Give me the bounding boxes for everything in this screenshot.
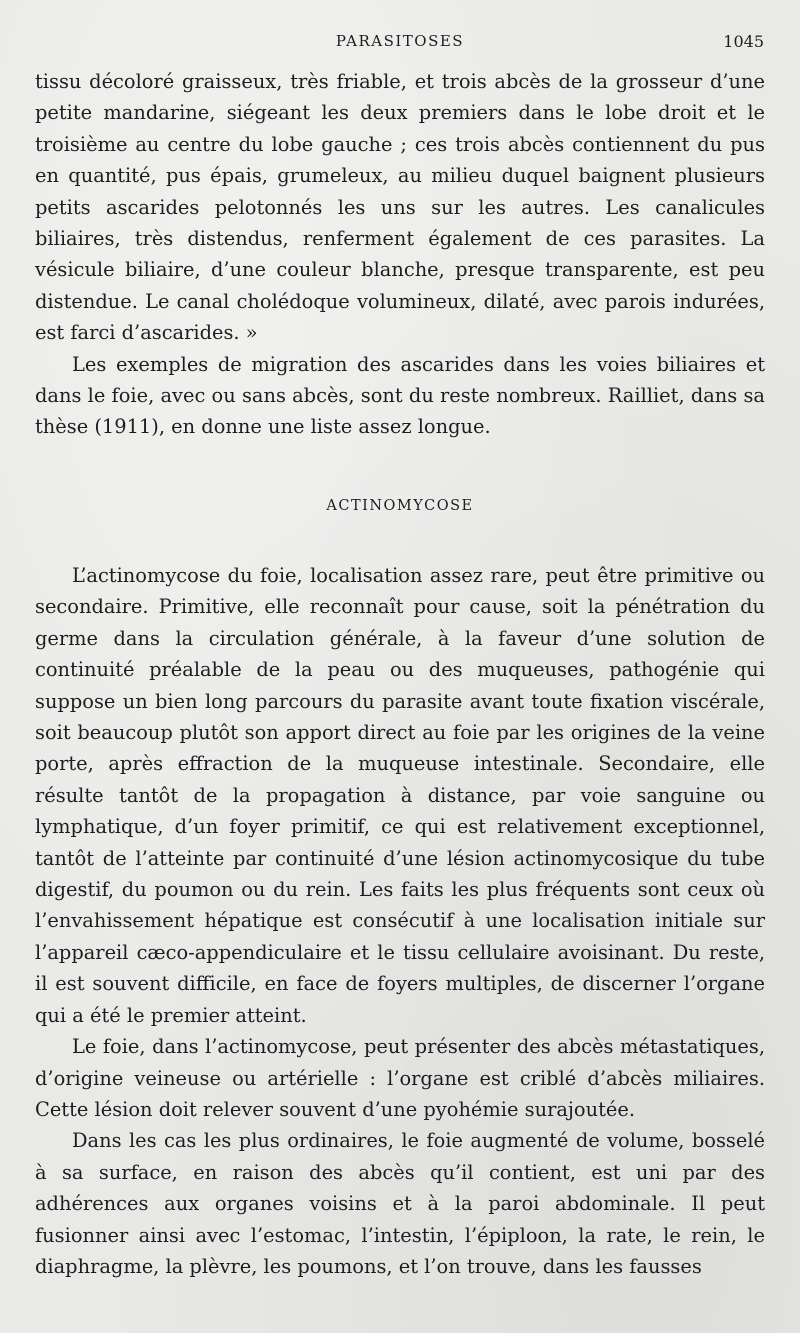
section-heading: ACTINOMYCOSE <box>326 498 474 514</box>
paragraph: Les exemples de migration des ascarides dans les voies biliaires et dans le foie, avec ou sans abcès, sont du reste nombreux. Railliet, dans sa thèse (1911), en donne une liste assez longue. <box>35 352 765 439</box>
paragraph: Le foie, dans l’actinomycose, peut présenter des abcès métastatiques, d’origine veineuse ou artérielle : l’organe est criblé d’abcès miliaires. Cette lésion doit relever souvent d’une pyohémie surajoutée. <box>35 1035 765 1121</box>
text-block-after-heading <box>35 560 765 1282</box>
page-header <box>0 30 800 54</box>
page-number: 1045 <box>723 32 764 51</box>
text-block-before-heading <box>35 66 765 443</box>
paragraph: L’actinomycose du foie, localisation assez rare, peut être primitive ou secondaire. Primitive, elle reconnaît pour cause, soit la pénétration du germe dans la circulation générale, à la faveur d’une solution de continuité préalable de la peau ou des muqueuses, pathogénie qui suppose un bien long parcours du parasite avant toute fixation viscérale, soit beaucoup plutôt son apport direct au foie par les origines de la veine porte, après effraction de la muqueuse intestinale. Secondaire, elle résulte tantôt de la propagation à distance, par voie sanguine ou lymphatique, d’un foyer primitif, ce qui est relativement exceptionnel, tantôt de l’atteinte par continuité d’une lésion actinomycosique du tube digestif, du poumon ou du rein. Les faits les plus fréquents sont ceux où l’envahissement hépatique est consécutif à une localisation initiale sur l’appareil cæco-appendiculaire et le tissu cellulaire avoisinant. Du reste, il est souvent difficile, en face de foyers multiples, de discerner l’organe qui a été le premier atteint. <box>35 564 765 1027</box>
running-title: PARASITOSES <box>335 32 465 50</box>
paragraph: tissu décoloré graisseux, très friable, et trois abcès de la grosseur d’une petite mandarine, siégeant les deux premiers dans le lobe droit et le troisième au centre du lobe gauche ; ces trois abcès contiennent du pus en quantité, pus épais, grumeleux, au milieu duquel baignent plusieurs petits ascarides pelotonnés les uns sur les autres. Les canalicules biliaires, très distendus, renferment également de ces parasites. La vésicule biliaire, d’une couleur blanche, presque transparente, est peu distendue. Le canal cholédoque volumineux, dilaté, avec parois indurées, est farci d’ascarides. » <box>35 70 765 345</box>
paragraph: Dans les cas les plus ordinaires, le foie augmenté de volume, bosselé à sa surface, en raison des abcès qu’il contient, est uni par des adhérences aux organes voisins et à la paroi abdominale. Il peut fusionner ainsi avec l’estomac, l’intestin, l’épiploon, la rate, le rein, le diaphragme, la plèvre, les poumons, et l’on trouve, dans les fausses <box>35 1129 765 1278</box>
